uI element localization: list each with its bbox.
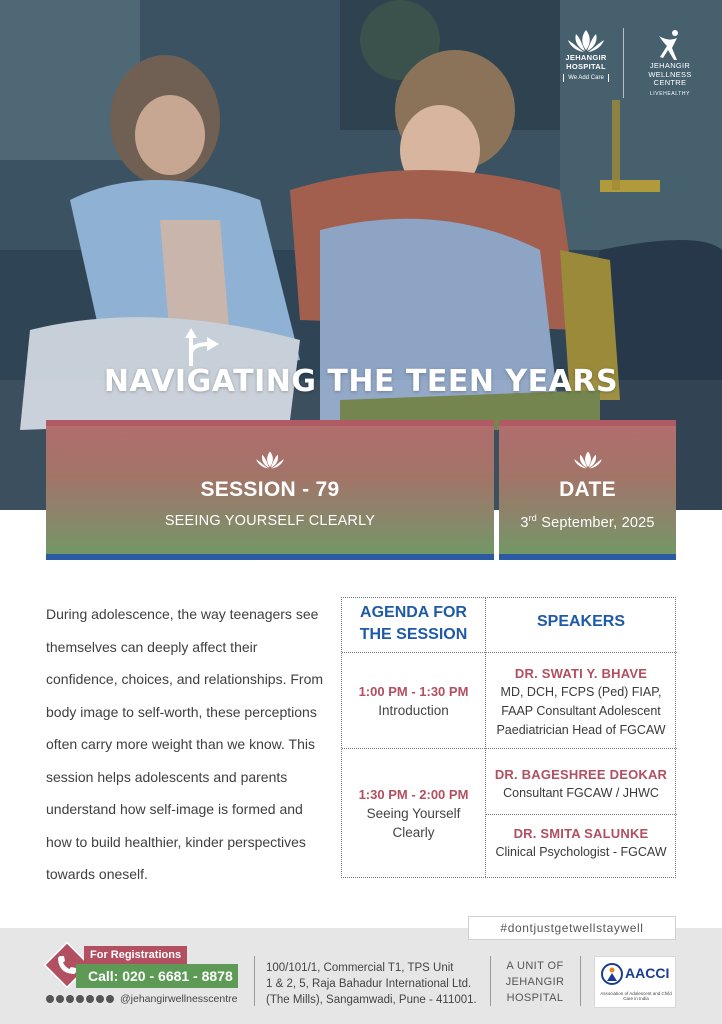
jehangir-hospital-logo — [563, 28, 609, 82]
table-divider — [342, 748, 677, 749]
address-line: 1 & 2, 5, Raja Bahadur International Ltd. — [266, 978, 472, 990]
speaker-credentials: Paediatrician Head of FGCAW — [496, 723, 666, 737]
x-icon[interactable] — [66, 995, 74, 1003]
slot-topic: Clearly — [392, 825, 435, 840]
wellness-centre-sub: LIVEHEALTHY — [649, 90, 691, 97]
agenda-heading-line-1: AGENDA FOR — [360, 604, 467, 621]
intro-paragraph: During adolescence, the way teenagers see themselves can deeply affect their confidence, choices, and relationships. From body image to self-worth, these perceptions often carry more weight than we know. This session helps adolescents and parents understand how self-image is formed and how to build healthier, kinder perspectives towards oneself. — [46, 606, 324, 882]
date-day-suffix: rd — [528, 513, 537, 523]
youtube-icon[interactable] — [76, 995, 84, 1003]
instagram-icon[interactable] — [56, 995, 64, 1003]
slot-time: 1:00 PM - 1:30 PM — [358, 684, 469, 699]
aacci-name: AACCI — [625, 965, 670, 981]
speaker-card — [485, 824, 677, 862]
slot-topic: Introduction — [378, 703, 449, 718]
event-date — [499, 513, 676, 531]
footer-divider — [490, 956, 491, 1006]
registration-label: For Registrations — [84, 946, 187, 964]
address — [266, 960, 486, 1008]
speaker-card — [485, 664, 677, 740]
unit-line: HOSPITAL — [506, 992, 564, 1004]
social-links — [46, 993, 237, 1005]
aacci-emblem-icon — [601, 963, 623, 985]
address-line: 100/101/1, Commercial T1, TPS Unit — [266, 962, 454, 974]
social-handle[interactable]: @jehangirwellnesscentre — [120, 993, 238, 1005]
speaker-card — [485, 765, 677, 803]
footer-divider — [580, 956, 581, 1006]
banner-bottom-stripe — [499, 554, 676, 560]
unit-line: JEHANGIR — [505, 976, 565, 988]
date-day: 3 — [520, 514, 529, 531]
aacci-sub: Association of Adolescent and Child Care in India — [600, 991, 672, 1001]
speaker-name: DR. SMITA SALUNKE — [513, 826, 649, 841]
banner-bottom-stripe — [46, 554, 494, 560]
lotus-icon — [566, 28, 606, 54]
date-banner — [499, 420, 676, 560]
wellness-centre-name: JEHANGIR WELLNESS CENTRE — [648, 61, 692, 88]
footer-divider — [254, 956, 255, 1006]
speaker-credentials: Consultant FGCAW / JHWC — [503, 786, 659, 800]
agenda-slot — [342, 785, 485, 842]
date-month-year: September, 2025 — [537, 514, 655, 531]
session-number: SESSION - 79 — [200, 478, 340, 501]
address-line: (The Mills), Sangamwadi, Pune - 411001. — [266, 994, 477, 1006]
agenda-heading — [342, 602, 485, 646]
speaker-credentials: MD, DCH, FCPS (Ped) FIAP, — [500, 685, 662, 699]
speaker-name: DR. BAGESHREE DEOKAR — [494, 767, 668, 782]
aacci-logo — [594, 956, 676, 1008]
threads-icon[interactable] — [106, 995, 114, 1003]
direction-arrow-icon — [183, 326, 225, 368]
banner-top-stripe — [499, 420, 676, 426]
session-banner — [46, 420, 494, 560]
table-divider — [485, 814, 677, 815]
speaker-name: DR. SWATI Y. BHAVE — [514, 666, 648, 681]
wellness-figure-icon — [655, 28, 685, 62]
agenda-heading-line-2: THE SESSION — [359, 626, 468, 643]
linkedin-icon[interactable] — [86, 995, 94, 1003]
lotus-icon — [254, 450, 286, 470]
wellness-centre-logo — [638, 28, 702, 97]
hashtag: #dontjustgetwellstaywell — [468, 916, 676, 940]
speaker-credentials: FAAP Consultant Adolescent — [501, 704, 661, 718]
lotus-icon — [572, 450, 604, 470]
agenda-table — [341, 597, 676, 878]
footer — [0, 928, 722, 1024]
hospital-tagline: We Add Care — [563, 74, 609, 82]
session-topic: SEEING YOURSELF CLEARLY — [164, 513, 376, 529]
banner-top-stripe — [46, 420, 494, 426]
hospital-name: JEHANGIR HOSPITAL — [565, 53, 607, 71]
table-divider — [342, 652, 677, 653]
speaker-credentials: Clinical Psychologist - FGCAW — [495, 845, 667, 859]
agenda-slot — [342, 682, 485, 720]
speakers-heading-text: SPEAKERS — [536, 613, 626, 630]
speakers-heading — [485, 611, 677, 633]
logo-divider — [623, 28, 624, 98]
unit-line: A UNIT OF — [506, 960, 564, 972]
pinterest-icon[interactable] — [96, 995, 104, 1003]
slot-time: 1:30 PM - 2:00 PM — [358, 787, 469, 802]
page-title: NAVIGATING THE TEEN YEARS — [103, 364, 619, 399]
slot-topic: Seeing Yourself — [366, 806, 461, 821]
logo-group — [563, 28, 702, 98]
registration-phone[interactable]: Call: 020 - 6681 - 8878 — [76, 964, 238, 988]
unit-of — [500, 958, 570, 1006]
facebook-icon[interactable] — [46, 995, 54, 1003]
date-heading: DATE — [559, 478, 616, 501]
